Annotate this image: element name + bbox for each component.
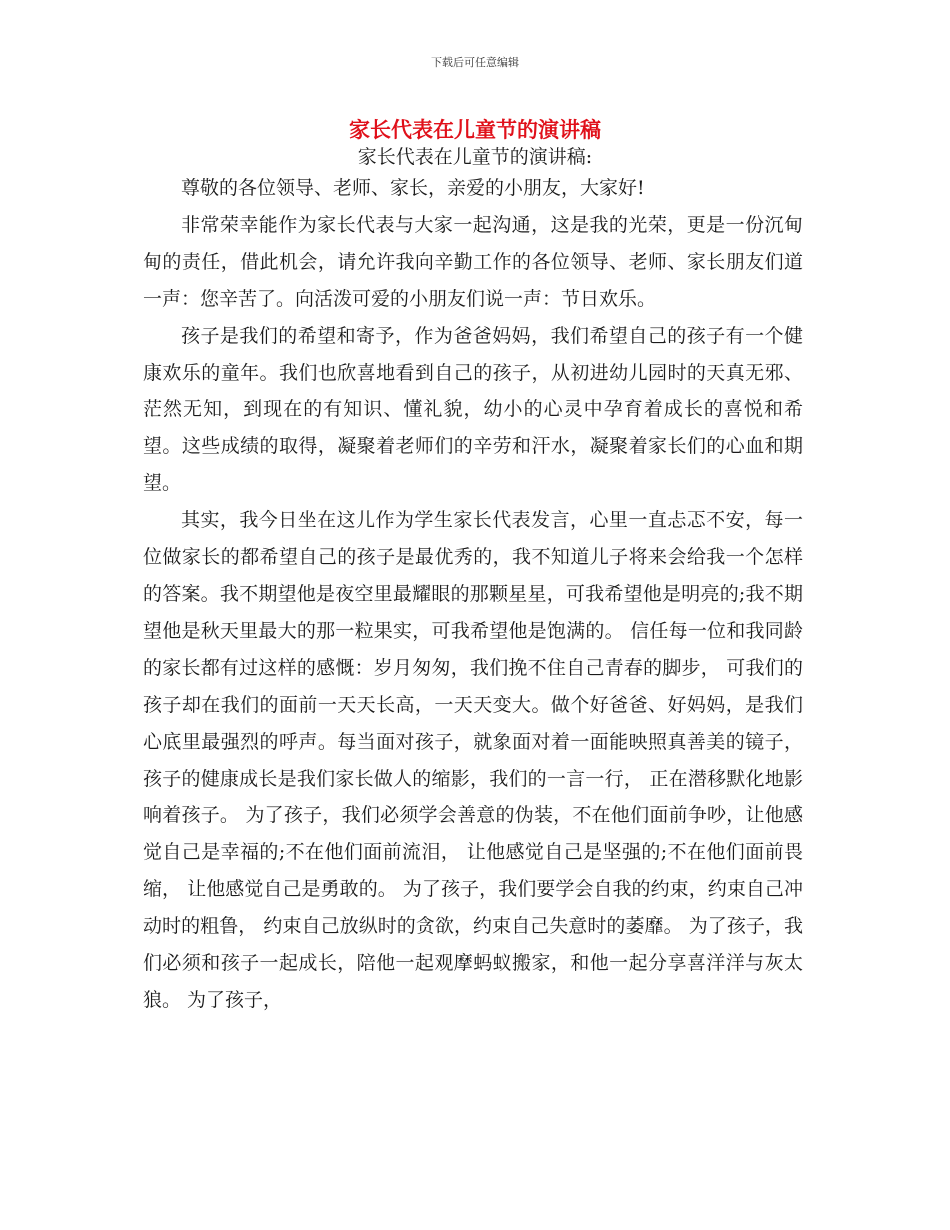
paragraph-hope: 孩子是我们的希望和寄予，作为爸爸妈妈，我们希望自己的孩子有一个健康欢乐的童年。我们也欣喜地看到自己的孩子，从初进幼儿园时的天真无邪、茫然无知，到现在的有知识、懂礼貌，幼小的心灵中孕育着成长的喜悦和希望。这些成绩的取得，凝聚着老师们的辛劳和汗水，凝聚着家长们的心血和期望。 (143, 324, 803, 495)
document-body (143, 170, 803, 1019)
document-subtitle: 家长代表在儿童节的演讲稿: (357, 146, 593, 168)
paragraph-intro: 非常荣幸能作为家长代表与大家一起沟通，这是我的光荣，更是一份沉甸甸的责任，借此机会，请允许我向辛勤工作的各位领导、老师、家长朋友们道一声：您辛苦了。向活泼可爱的小朋友们说一声：节日欢乐。 (143, 213, 803, 310)
header-note: 下载后可任意编辑 (431, 56, 519, 69)
paragraph-greeting: 尊敬的各位领导、老师、家长，亲爱的小朋友，大家好! (181, 177, 645, 199)
paragraph-reflection: 其实，我今日坐在这儿作为学生家长代表发言，心里一直忐忑不安，每一位做家长的都希望自己的孩子是最优秀的，我不知道儿子将来会给我一个怎样的答案。我不期望他是夜空里最耀眼的那颗星星，可我希望他是明亮的;我不期望他是秋天里最大的那一粒果实，可我希望他是饱满的。 信任每一位和我同龄的家长都有过这样的感慨：岁月匆匆，我们挽不住自己青春的脚步， 可我们的孩子却在我们的面前一天天长高，一天天变大。做个好爸爸、好妈妈，是我们心底里最强烈的呼声。每当面对孩子，就象面对着一面能映照真善美的镜子，孩子的健康成长是我们家长做人的缩影，我们的一言一行， 正在潜移默化地影响着孩子。 为了孩子，我们必须学会善意的伪装，不在他们面前争吵，让他感觉自己是幸福的;不在他们面前流泪， 让他感觉自己是坚强的;不在他们面前畏缩， 让他感觉自己是勇敢的。 为了孩子，我们要学会自我的约束，约束自己冲动时的粗鲁， 约束自己放纵时的贪欲，约束自己失意时的萎靡。 为了孩子，我们必须和孩子一起成长，陪他一起观摩蚂蚁搬家，和他一起分享喜洋洋与灰太狼。 为了孩子， (143, 509, 803, 1011)
document-title: 家长代表在儿童节的演讲稿 (349, 117, 601, 142)
